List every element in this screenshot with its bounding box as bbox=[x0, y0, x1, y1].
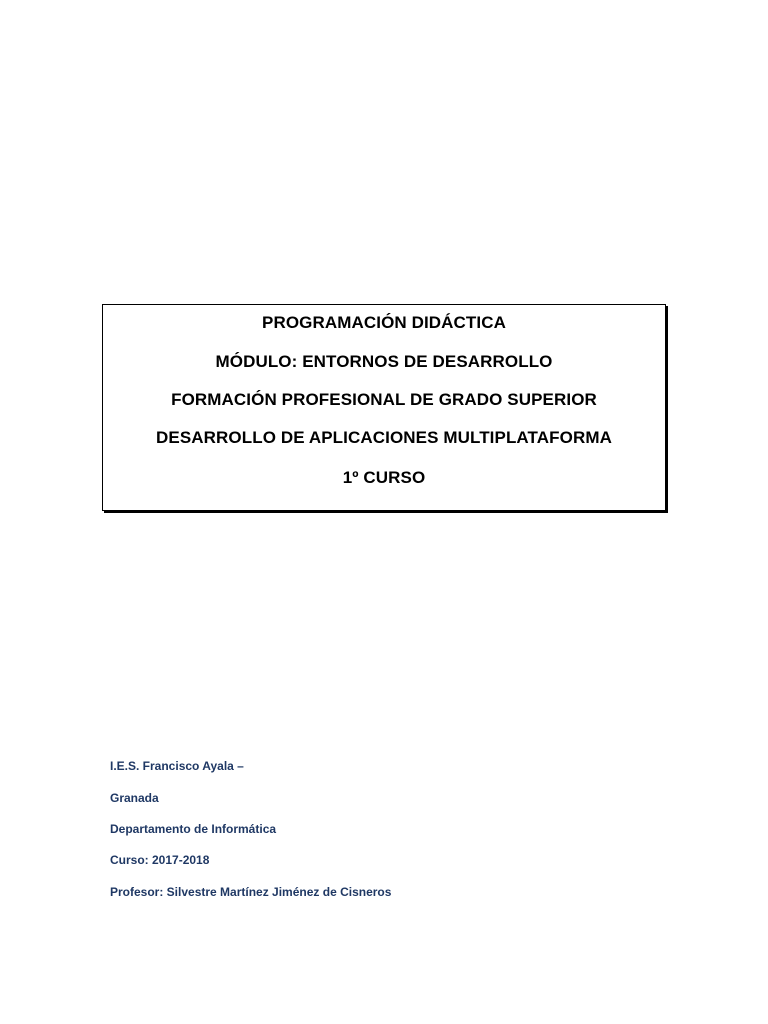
document-title-box bbox=[102, 304, 666, 511]
teacher-name: Profesor: Silvestre Martínez Jiménez de Cisneros bbox=[110, 885, 392, 899]
institute-name: I.E.S. Francisco Ayala – bbox=[110, 759, 244, 773]
city-name: Granada bbox=[110, 791, 159, 805]
course-year: 1º CURSO bbox=[342, 468, 426, 487]
document-title: PROGRAMACIÓN DIDÁCTICA bbox=[262, 313, 506, 332]
program-name: DESARROLLO DE APLICACIONES MULTIPLATAFORMA bbox=[156, 428, 612, 447]
training-level: FORMACIÓN PROFESIONAL DE GRADO SUPERIOR bbox=[171, 390, 597, 409]
module-title: MÓDULO: ENTORNOS DE DESARROLLO bbox=[215, 352, 553, 371]
academic-year: Curso: 2017-2018 bbox=[110, 853, 210, 867]
department-name: Departamento de Informática bbox=[110, 822, 277, 836]
